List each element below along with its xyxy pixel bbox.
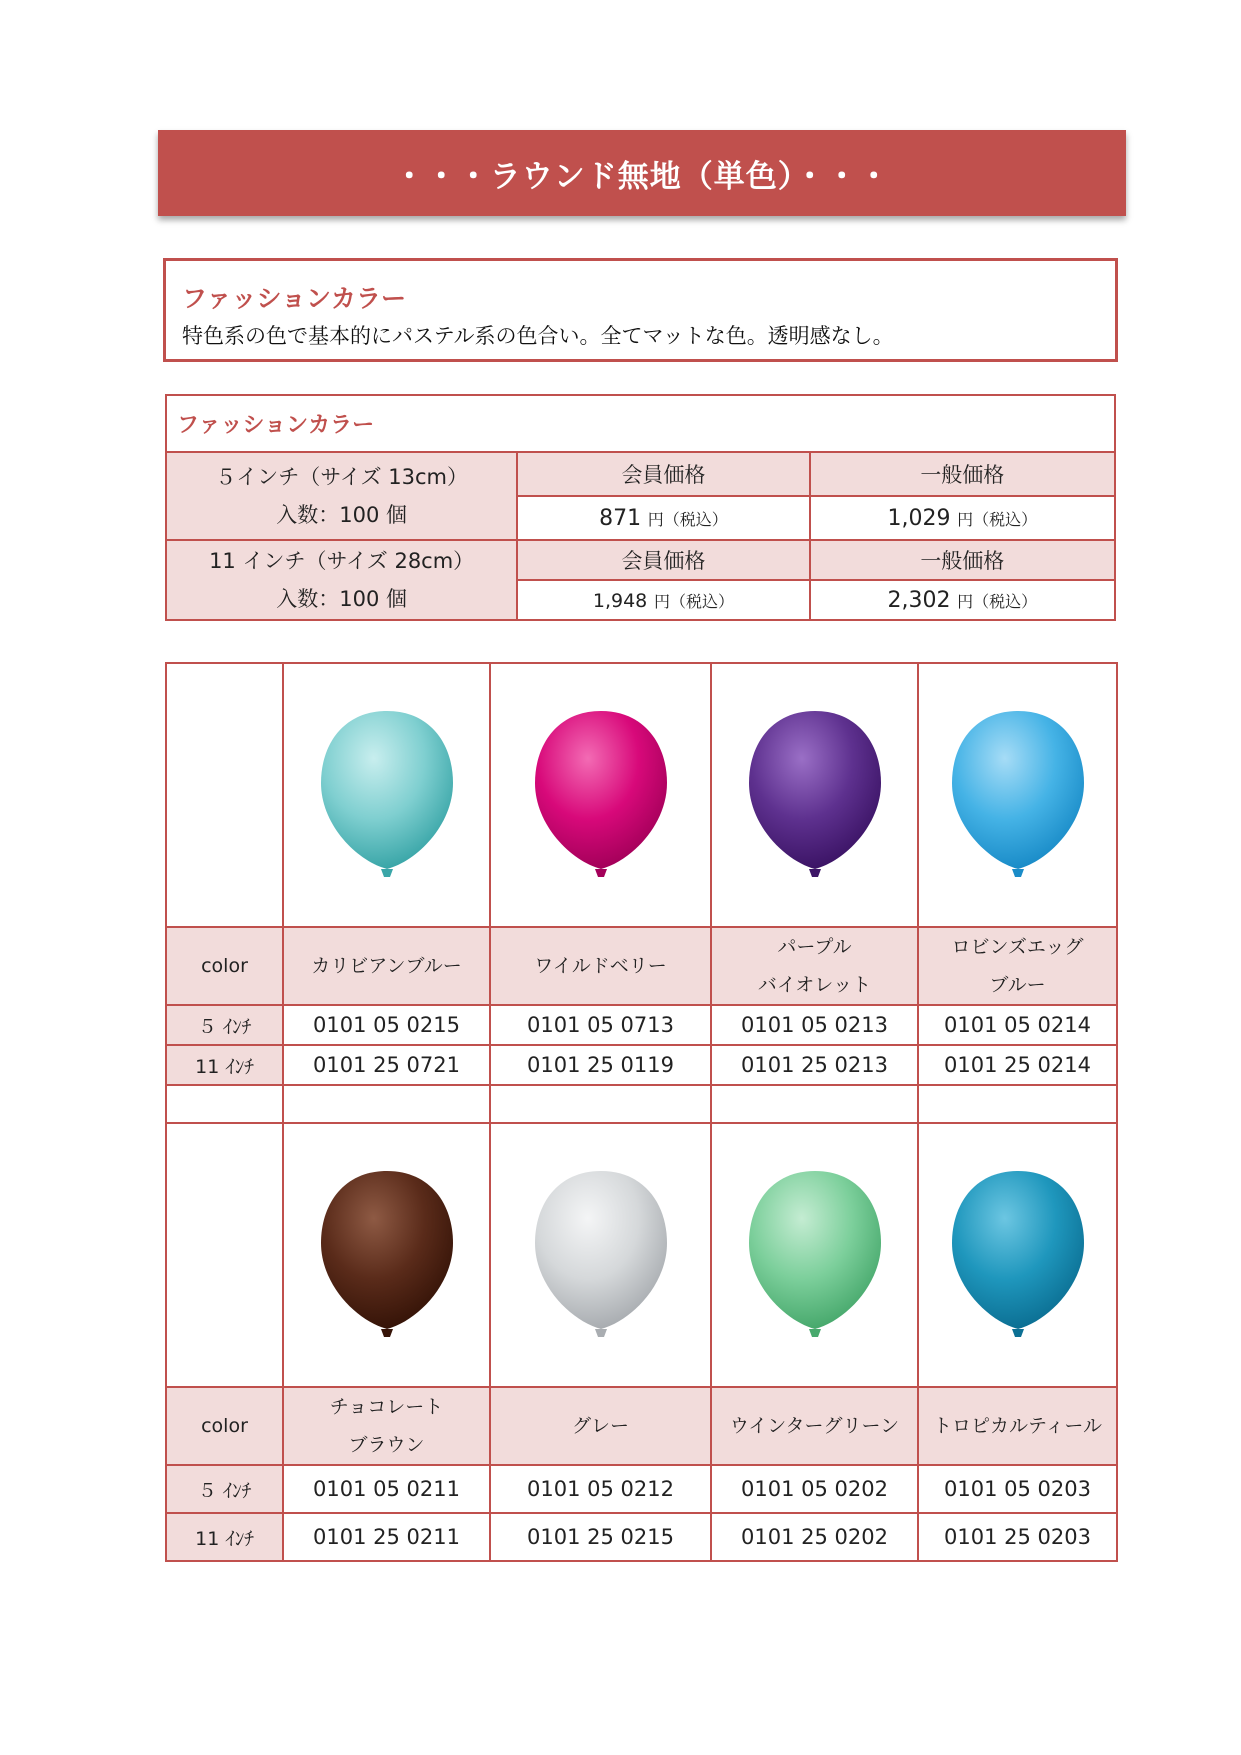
product-code: 0101 05 0202 [711,1465,918,1513]
product-code: 0101 25 0214 [918,1045,1117,1085]
general-price-11 [810,580,1115,620]
product-code: 0101 05 0713 [490,1005,711,1045]
balloon-image [735,693,895,893]
balloon-knot [381,1329,393,1337]
balloon-body [749,711,881,869]
price-value: 1,029 [887,505,951,531]
balloon-knot [595,1329,607,1337]
spacer-cell [283,1085,490,1123]
size-5-cell [166,452,517,540]
price-value: 2,302 [887,587,951,613]
color-name-line: ブラウン [348,1434,425,1456]
color-name-line: パープル [777,936,852,958]
color-name [918,927,1117,1005]
size-11-label: 11 インチ（サイズ 28cm） [209,549,475,573]
size-11-cell [166,540,517,620]
product-code: 0101 05 0213 [711,1005,918,1045]
balloon-image-cell [711,663,918,927]
size-11-row-label: 11 ｲﾝﾁ [166,1513,283,1561]
balloon-body [952,1171,1084,1329]
general-price-5 [810,496,1115,540]
price-value: 871 [599,505,642,531]
balloon-image-cell [490,1123,711,1387]
general-price-label: 一般価格 [810,540,1115,580]
product-code: 0101 25 0119 [490,1045,711,1085]
banner-title: ・・・ラウンド無地（単色）・・・ [393,158,891,195]
color-name [918,1387,1117,1465]
product-code: 0101 25 0211 [283,1513,490,1561]
yen-label: 円 [653,592,670,611]
color-name-line: チョコレート [329,1396,444,1418]
empty-cell [166,1123,283,1387]
balloon-image [521,693,681,893]
member-price-label: 会員価格 [517,540,809,580]
balloon-body [952,711,1084,869]
balloon-body [535,1171,667,1329]
size-5-row-label: ５ ｲﾝﾁ [166,1005,283,1045]
member-price-label: 会員価格 [517,452,809,496]
color-name-line: グレー [571,1415,629,1437]
spacer-cell [166,1085,283,1123]
product-code: 0101 05 0214 [918,1005,1117,1045]
color-name [283,1387,490,1465]
balloon-image-cell [711,1123,918,1387]
color-name [490,1387,711,1465]
spacer-cell [918,1085,1117,1123]
color-name-line: トロピカルティール [932,1415,1103,1437]
yen-label: 円 [957,591,974,611]
yen-label: 円 [647,509,664,529]
product-code: 0101 05 0211 [283,1465,490,1513]
color-name [283,927,490,1005]
size-11-qty: 入数：100 個 [276,587,408,611]
size-5-qty: 入数：100 個 [276,503,408,527]
product-code: 0101 25 0202 [711,1513,918,1561]
color-name-line: ワイルドベリー [534,955,667,977]
balloon-grid [165,662,1118,1562]
spacer-cell [711,1085,918,1123]
color-name [711,927,918,1005]
balloon-body [321,1171,453,1329]
balloon-body [535,711,667,869]
product-code: 0101 05 0203 [918,1465,1117,1513]
color-label: color [166,927,283,1005]
color-name [711,1387,918,1465]
spacer-cell [490,1085,711,1123]
balloon-body [749,1171,881,1329]
yen-label: 円 [957,509,974,529]
product-code: 0101 05 0212 [490,1465,711,1513]
balloon-image [938,693,1098,893]
balloon-image [735,1153,895,1353]
color-label: color [166,1387,283,1465]
balloon-image [307,693,467,893]
balloon-knot [595,869,607,877]
balloon-image [307,1153,467,1353]
color-name-line: ロビンズエッグ [951,936,1084,958]
price-table [165,394,1116,621]
product-code: 0101 05 0215 [283,1005,490,1045]
balloon-image [938,1153,1098,1353]
size-5-label: ５インチ（サイズ 13cm） [215,465,468,489]
size-5-row-label: ５ ｲﾝﾁ [166,1465,283,1513]
color-name-line: カリビアンブルー [311,955,462,977]
balloon-image-cell [283,1123,490,1387]
balloon-knot [1012,869,1024,877]
price-table-title: ファッションカラー [166,395,1115,452]
product-code: 0101 25 0215 [490,1513,711,1561]
balloon-image-cell [918,663,1117,927]
color-name-line: バイオレット [757,974,872,996]
member-price-5 [517,496,809,540]
color-name-line: ブルー [989,974,1046,996]
color-name-line: ウインターグリーン [729,1415,900,1437]
tax-label: （税込） [973,591,1038,611]
member-price-11 [517,580,809,620]
empty-cell [166,663,283,927]
balloon-knot [809,1329,821,1337]
balloon-image-cell [490,663,711,927]
balloon-body [321,711,453,869]
price-value: 1,948 [592,590,648,612]
tax-label: （税込） [669,592,734,611]
balloon-image [521,1153,681,1353]
color-name [490,927,711,1005]
general-price-label: 一般価格 [810,452,1115,496]
size-11-row-label: 11 ｲﾝﾁ [166,1045,283,1085]
product-code: 0101 25 0721 [283,1045,490,1085]
tax-label: （税込） [663,509,728,529]
intro-description: 特色系の色で基本的にパステル系の色合い。全てマットな色。透明感なし。 [182,324,894,348]
intro-box [163,258,1118,362]
intro-heading: ファッションカラー [182,284,407,313]
balloon-image-cell [283,663,490,927]
product-code: 0101 25 0203 [918,1513,1117,1561]
balloon-knot [381,869,393,877]
page-banner [158,130,1126,216]
tax-label: （税込） [973,509,1038,529]
balloon-knot [809,869,821,877]
product-code: 0101 25 0213 [711,1045,918,1085]
balloon-knot [1012,1329,1024,1337]
balloon-image-cell [918,1123,1117,1387]
